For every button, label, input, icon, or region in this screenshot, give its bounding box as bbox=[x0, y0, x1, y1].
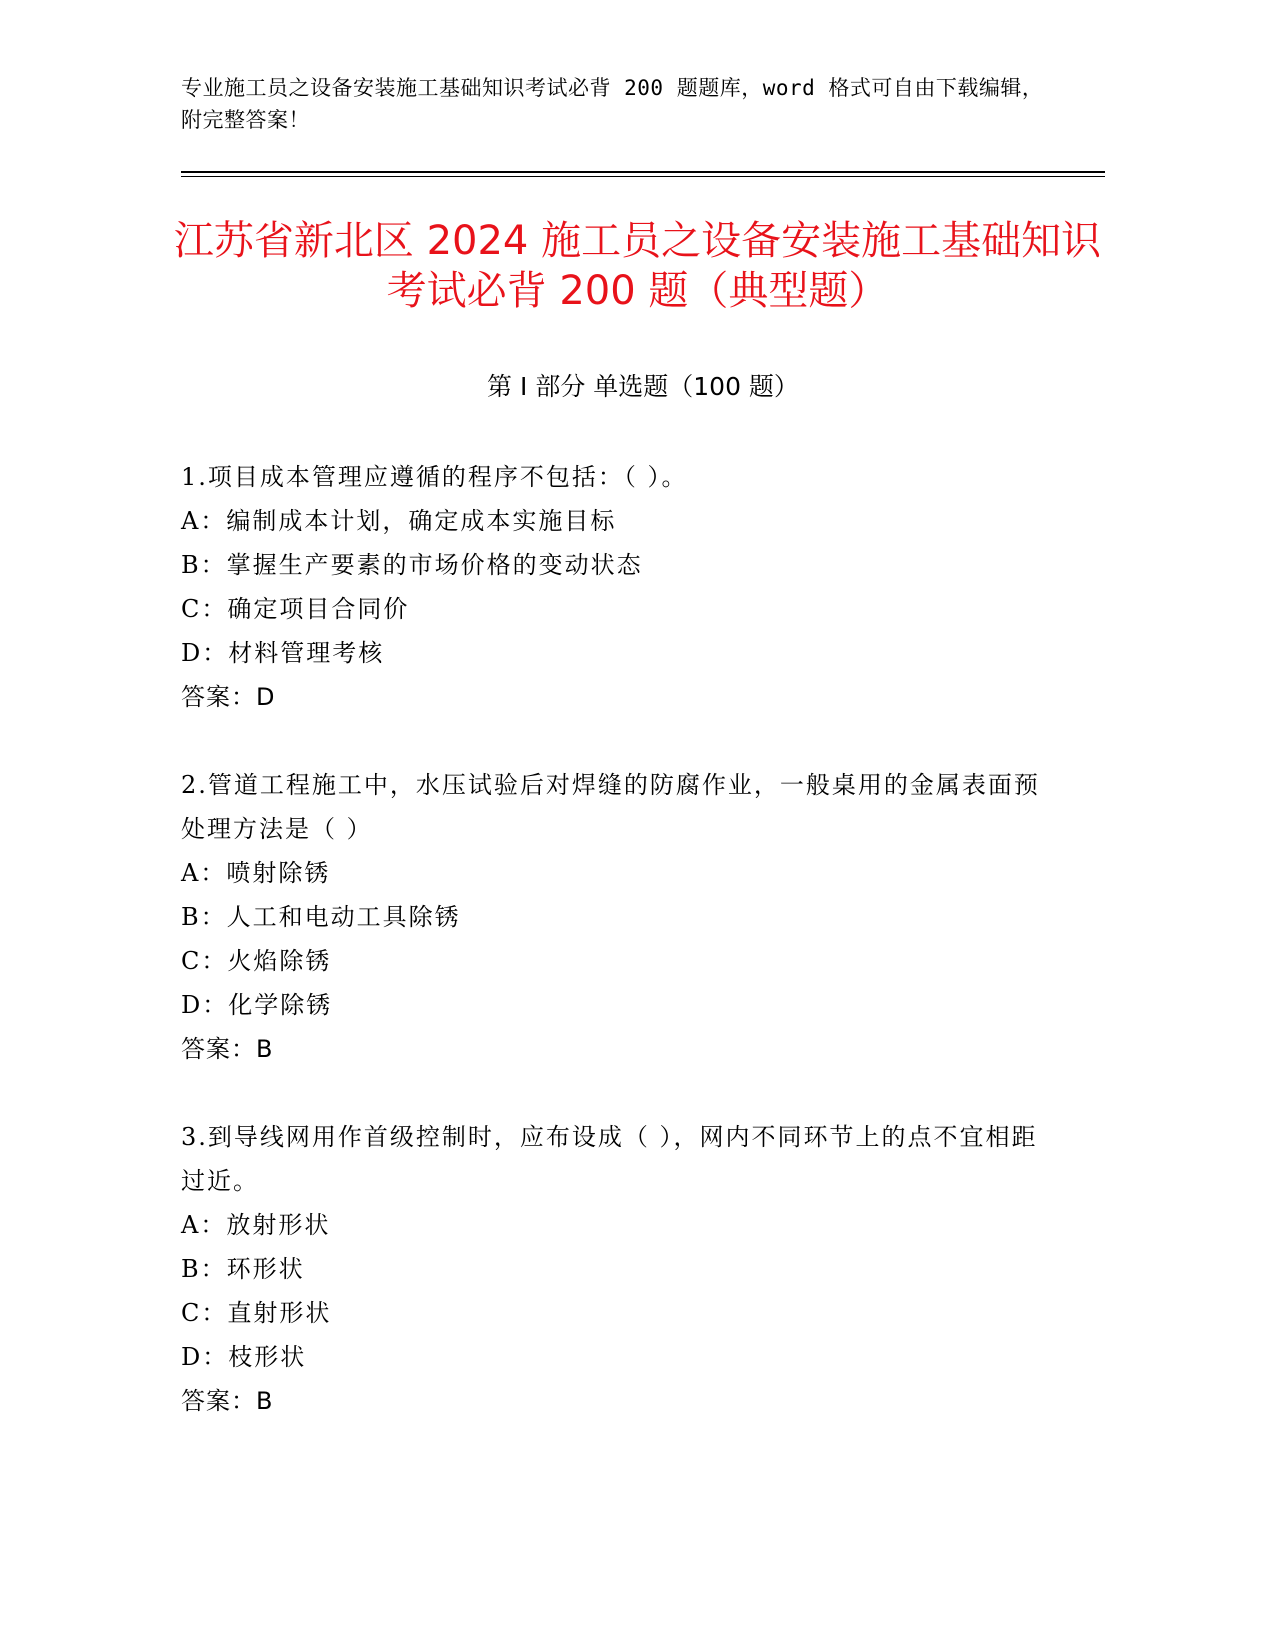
answer-line: 答案：B bbox=[181, 1035, 274, 1063]
header-note: 专业施工员之设备安装施工基础知识考试必背 200 题题库，word 格式可自由下载编辑，附完整答案！ bbox=[181, 76, 1044, 132]
header-divider-thick bbox=[181, 171, 1105, 173]
option-b: B：掌握生产要素的市场价格的变动状态 bbox=[181, 551, 643, 579]
option-a: A：放射形状 bbox=[181, 1211, 331, 1239]
question-stem: 3.到导线网用作首级控制时，应布设成（ ），网内不同环节上的点不宜相距过近。 bbox=[181, 1123, 1038, 1195]
question-2 bbox=[181, 763, 1041, 1071]
option-a: A：喷射除锈 bbox=[181, 859, 331, 887]
answer-line: 答案：D bbox=[181, 683, 276, 711]
question-1 bbox=[181, 455, 1041, 719]
question-list bbox=[181, 455, 1041, 1467]
option-d: D：枝形状 bbox=[181, 1343, 307, 1371]
question-stem: 1.项目成本管理应遵循的程序不包括：（ ）。 bbox=[181, 463, 688, 491]
option-d: D：化学除锈 bbox=[181, 991, 333, 1019]
question-stem: 2.管道工程施工中，水压试验后对焊缝的防腐作业，一般桌用的金属表面预处理方法是（ ） bbox=[181, 771, 1040, 843]
option-a: A：编制成本计划，确定成本实施目标 bbox=[181, 507, 617, 535]
option-c: C：直射形状 bbox=[181, 1299, 332, 1327]
question-3 bbox=[181, 1115, 1041, 1423]
option-b: B：环形状 bbox=[181, 1255, 305, 1283]
header-divider-thin bbox=[181, 176, 1105, 177]
option-c: C：确定项目合同价 bbox=[181, 595, 410, 623]
answer-line: 答案：B bbox=[181, 1387, 274, 1415]
section-heading: 第 I 部分 单选题（100 题） bbox=[487, 372, 799, 401]
option-c: C：火焰除锈 bbox=[181, 947, 332, 975]
option-b: B：人工和电动工具除锈 bbox=[181, 903, 461, 931]
option-d: D：材料管理考核 bbox=[181, 639, 385, 667]
document-title: 江苏省新北区 2024 施工员之设备安装施工基础知识考试必背 200 题（典型题） bbox=[173, 218, 1102, 314]
